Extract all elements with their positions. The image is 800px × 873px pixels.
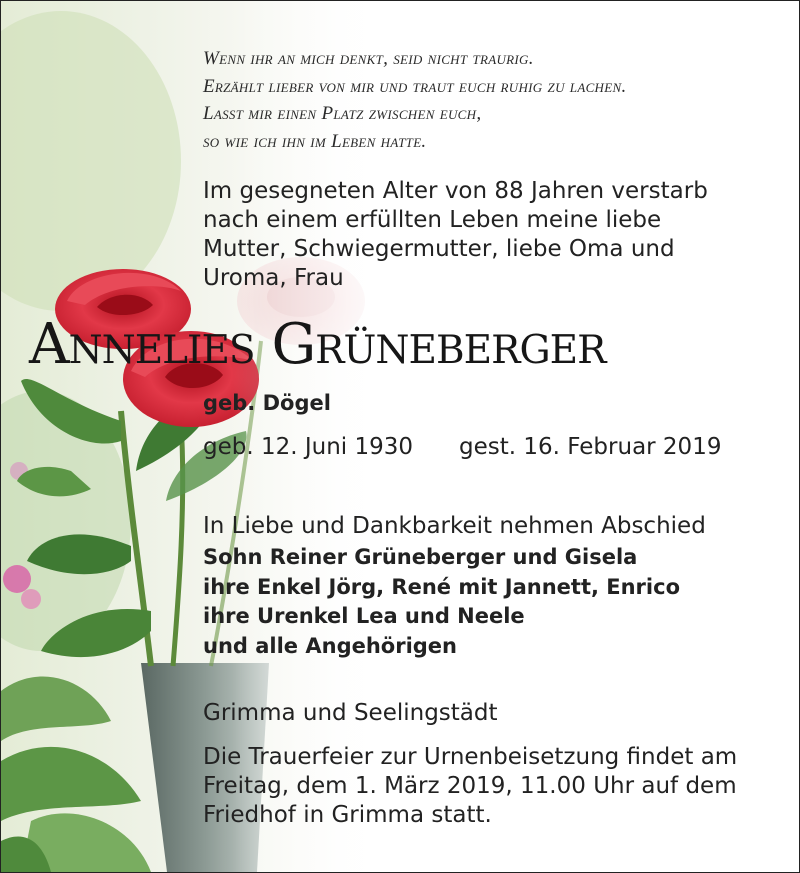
poem-line: Lasst mir einen Platz zwischen euch, (203, 103, 482, 124)
announcement-line: Uroma, Frau (203, 265, 344, 291)
poem-line: Wenn ihr an mich denkt, seid nicht traurig. (203, 48, 534, 69)
mourners-list (203, 543, 793, 661)
mourner-line: Sohn Reiner Grüneberger und Gisela (203, 545, 638, 569)
announcement-line: nach einem erfüllten Leben meine liebe (203, 207, 662, 233)
announcement-line: Mutter, Schwiegermutter, liebe Oma und (203, 236, 675, 262)
life-dates (203, 431, 793, 463)
service-line: Freitag, dem 1. März 2019, 11.00 Uhr auf dem (203, 773, 737, 799)
mourner-line: und alle Angehörigen (203, 633, 457, 658)
death-announcement (203, 177, 793, 293)
service-line: Friedhof in Grimma statt. (203, 802, 492, 828)
service-line: Die Trauerfeier zur Urnenbeisetzung findet am (203, 744, 738, 770)
poem (203, 45, 793, 155)
mourner-line: ihre Enkel Jörg, René mit Jannett, Enrico (203, 574, 680, 599)
poem-line: Erzählt lieber von mir und traut euch ruhig zu lachen. (203, 75, 627, 97)
mourners-intro: In Liebe und Dankbarkeit nehmen Abschied (203, 513, 706, 539)
poem-line: so wie ich ihn im Leben hatte. (203, 130, 427, 152)
maiden-name: geb. Dögel (203, 391, 331, 415)
place-line: Grimma und Seelingstädt (203, 700, 498, 726)
mourner-line: ihre Urenkel Lea und Neele (203, 604, 525, 628)
funeral-service-info (203, 743, 793, 830)
announcement-line: Im gesegneten Alter von 88 Jahren verstarb (203, 178, 708, 204)
deceased-name: Annelies Grüneberger (29, 312, 606, 377)
death-date: gest. 16. Februar 2019 (459, 434, 722, 460)
birth-date: geb. 12. Juni 1930 (203, 434, 414, 460)
